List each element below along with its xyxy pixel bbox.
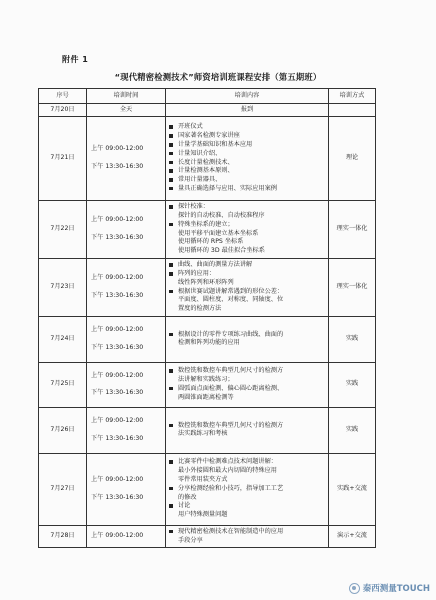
- wechat-logo-icon: [349, 583, 360, 594]
- list-item-text: 使用平移平面建立基本坐标系: [178, 229, 259, 237]
- list-item: [169, 238, 325, 247]
- list-item-text: 使用循环的 RPS 坐标系: [178, 238, 244, 246]
- table-row: [39, 317, 376, 363]
- list-item-text: 根据设计的零件专项练习曲线、曲面的: [178, 330, 284, 338]
- row-date: 7月20日: [39, 104, 87, 117]
- bullet-icon: [169, 369, 173, 373]
- bullet-icon: [169, 152, 173, 156]
- row-method: 理论: [329, 117, 376, 201]
- list-item-text: 法讲解和实践练习；: [178, 376, 234, 384]
- morning-slot: 上午 09:00-12:00: [91, 274, 144, 282]
- content-list: [169, 422, 325, 440]
- row-time: [87, 117, 166, 201]
- bullet-icon: [169, 460, 173, 464]
- table-row: [39, 408, 376, 454]
- list-item-text: 特殊坐标系的建立；: [178, 220, 234, 228]
- header-content: 培训内容: [166, 89, 329, 104]
- row-content: [166, 317, 329, 363]
- list-item: [169, 132, 325, 141]
- list-item: [169, 458, 325, 467]
- attachment-label: 附件 1: [62, 55, 89, 64]
- list-item-text: 国家著名检测专家讲座: [178, 132, 240, 140]
- row-method: 实践: [329, 408, 376, 454]
- row-method: 实践: [329, 362, 376, 408]
- bullet-icon: [169, 333, 173, 337]
- list-item: [169, 288, 325, 297]
- list-item: [169, 502, 325, 511]
- row-date: 7月28日: [39, 525, 87, 548]
- list-item: [169, 185, 325, 194]
- list-item-text: 最小外接圆和最大内切圆的特殊应用: [178, 467, 277, 475]
- bullet-icon: [169, 290, 173, 294]
- bullet-icon: [169, 169, 173, 173]
- list-item: [169, 176, 325, 185]
- list-item-text: 比赛零件中检测难点技术问题讲解：: [178, 458, 277, 466]
- row-content: [166, 453, 329, 525]
- list-item: [169, 331, 325, 340]
- list-item-text: 的修改: [178, 493, 197, 501]
- bullet-icon: [169, 504, 173, 508]
- list-item: [169, 367, 325, 376]
- list-item-text: 零件常用装夹方式: [178, 476, 228, 484]
- list-item-text: 数控铣和数控车典型几何尺寸的检测方: [178, 367, 284, 375]
- bullet-icon: [169, 530, 173, 534]
- row-date: 7月24日: [39, 317, 87, 363]
- list-item: [169, 467, 325, 476]
- list-item-text: 探针校准：: [178, 203, 209, 211]
- list-item: [169, 230, 325, 239]
- list-item-text: 两圆锥面距离检测等: [178, 393, 234, 401]
- row-content: [166, 201, 329, 259]
- bullet-icon: [169, 205, 173, 209]
- list-item: [169, 279, 325, 288]
- content-list: [169, 203, 325, 256]
- table-row: [39, 117, 376, 201]
- list-item: [169, 296, 325, 305]
- list-item-text: 数控铣和数控车典型几何尺寸的检测方: [178, 421, 284, 429]
- afternoon-slot: 下午 13:30-16:30: [91, 163, 144, 170]
- list-item: [169, 528, 325, 537]
- row-content: [166, 525, 329, 548]
- bullet-icon: [169, 134, 173, 138]
- list-item-text: 用户特殊测量问题: [178, 511, 228, 519]
- schedule-table: [38, 88, 376, 548]
- row-date: 7月22日: [39, 201, 87, 259]
- list-item-text: 检测和阵列功能的应用: [178, 339, 240, 347]
- morning-slot: 上午 09:00-12:00: [91, 145, 144, 153]
- morning-slot: 上午 09:00-12:00: [91, 326, 144, 333]
- afternoon-slot: 下午 13:30-16:30: [91, 389, 144, 397]
- list-item: [169, 203, 325, 212]
- list-item-text: 探针的自动校准、自动校准程序: [178, 211, 265, 219]
- row-method: 实践: [329, 317, 376, 363]
- row-date: 7月26日: [39, 408, 87, 454]
- row-time: [87, 317, 166, 363]
- bullet-icon: [169, 424, 173, 428]
- list-item: [169, 270, 325, 279]
- row-time: 全天: [87, 104, 166, 117]
- bullet-icon: [169, 387, 173, 391]
- header-row: [39, 89, 376, 104]
- morning-slot: 上午 09:00-12:00: [91, 371, 144, 379]
- list-item: [169, 141, 325, 150]
- row-method: 演示+交流: [329, 525, 376, 548]
- row-time: [87, 201, 166, 259]
- morning-slot: 上午 09:00-12:00: [91, 532, 144, 540]
- list-item-text: 现代精密检测技术在智能制造中的应用: [178, 527, 284, 535]
- list-item-text: 曲线、曲面的测量方法讲解: [178, 261, 253, 269]
- bullet-icon: [169, 143, 173, 147]
- content-list: [169, 261, 325, 314]
- afternoon-slot: 下午 13:30-16:30: [91, 493, 144, 501]
- row-date: 7月21日: [39, 117, 87, 201]
- content-list: [169, 458, 325, 520]
- bullet-icon: [169, 178, 173, 182]
- content-list: [169, 123, 325, 193]
- list-item: [169, 385, 325, 394]
- list-item: [169, 150, 325, 159]
- table-row: [39, 104, 376, 117]
- watermark-text: 秦西测量TOUCH: [362, 584, 430, 594]
- list-item: [169, 261, 325, 270]
- table-row: [39, 525, 376, 548]
- morning-slot: 上午 09:00-12:00: [91, 216, 144, 224]
- row-content: 报到: [166, 104, 329, 117]
- list-item: [169, 537, 325, 546]
- header-time: 培训时间: [87, 89, 166, 104]
- list-item-text: 使用循环的 3D 最佳拟合坐标系: [178, 247, 265, 255]
- table-row: [39, 453, 376, 525]
- morning-slot: 上午 09:00-12:00: [91, 417, 144, 425]
- list-item-text: 计量检测基本原则、: [178, 167, 234, 175]
- bullet-icon: [169, 223, 173, 227]
- row-method: 理实一体化: [329, 259, 376, 317]
- list-item: [169, 167, 325, 176]
- list-item: [169, 247, 325, 256]
- list-item-text: 计量知识介绍、: [178, 149, 222, 157]
- bullet-icon: [169, 487, 173, 491]
- list-item-text: 量具正确选择与应用、实际应用案例: [178, 184, 277, 192]
- list-item-text: 分享检测经验和小技巧，指导加工工艺: [178, 484, 284, 492]
- list-item: [169, 221, 325, 230]
- content-list: [169, 331, 325, 349]
- list-item: [169, 476, 325, 485]
- row-content: [166, 362, 329, 408]
- list-item-text: 法实践练习和考核: [178, 430, 228, 438]
- afternoon-slot: 下午 13:30-16:30: [91, 434, 144, 442]
- row-date: 7月25日: [39, 362, 87, 408]
- table-row: [39, 201, 376, 259]
- content-list: [169, 367, 325, 402]
- row-content: [166, 408, 329, 454]
- row-date: 7月27日: [39, 453, 87, 525]
- table-row: [39, 362, 376, 408]
- list-item-text: 圆弧面点面检测、偏心圆心距离检测、: [178, 384, 284, 392]
- afternoon-slot: 下午 13:30-16:30: [91, 343, 144, 351]
- list-item: [169, 485, 325, 494]
- list-item-text: 线性阵列和环形阵列: [178, 278, 234, 286]
- document-title: “现代精密检测技术”师资培训班课程安排（第五期班）: [114, 72, 322, 82]
- watermark: [349, 582, 430, 594]
- list-item-text: 根据世赛试题讲解常遇到的形位公差：: [178, 287, 284, 295]
- bullet-icon: [169, 125, 173, 129]
- row-time: [87, 362, 166, 408]
- list-item-text: 平面度、圆柱度、对称度、同轴度、位: [178, 296, 284, 304]
- bullet-icon: [169, 263, 173, 267]
- list-item: [169, 394, 325, 403]
- list-item: [169, 376, 325, 385]
- list-item: [169, 123, 325, 132]
- list-item: [169, 305, 325, 314]
- row-content: [166, 117, 329, 201]
- list-item-text: 手段分享: [178, 536, 203, 544]
- bullet-icon: [169, 187, 173, 191]
- content-list: [169, 528, 325, 546]
- list-item: [169, 339, 325, 348]
- row-time: [87, 453, 166, 525]
- row-method: 实践+交流: [329, 453, 376, 525]
- row-date: 7月23日: [39, 259, 87, 317]
- list-item-text: 置度的检测方法: [178, 305, 222, 313]
- bullet-icon: [169, 161, 173, 165]
- bullet-icon: [169, 272, 173, 276]
- row-time: [87, 525, 166, 548]
- list-item-text: 开班仪式: [178, 123, 203, 131]
- list-item-text: 讨论: [178, 502, 191, 510]
- row-content: [166, 259, 329, 317]
- list-item: [169, 159, 325, 168]
- header-method: 培训方式: [329, 89, 376, 104]
- list-item: [169, 511, 325, 520]
- row-method: 理实一体化: [329, 201, 376, 259]
- list-item-text: 计量学基础知识和基本应用: [178, 140, 253, 148]
- list-item: [169, 430, 325, 439]
- list-item-text: 阵列的应用：: [178, 269, 216, 277]
- list-item-text: 长度计量检测技术、: [178, 158, 234, 166]
- row-method: [329, 104, 376, 117]
- header-seq: 序号: [39, 89, 87, 104]
- list-item-text: 常用计量器具、: [178, 176, 222, 184]
- list-item: [169, 212, 325, 221]
- list-item: [169, 494, 325, 503]
- table-row: [39, 259, 376, 317]
- row-time: [87, 259, 166, 317]
- afternoon-slot: 下午 13:30-16:30: [91, 234, 144, 241]
- morning-slot: 上午 09:00-12:00: [91, 475, 144, 483]
- afternoon-slot: 下午 13:30-16:30: [91, 292, 144, 299]
- row-time: [87, 408, 166, 454]
